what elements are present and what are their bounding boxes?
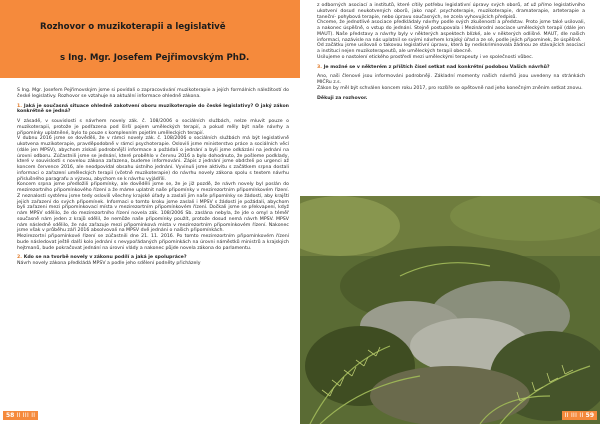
page-number-left-value: 58 — [6, 412, 15, 419]
answer-2-continuation-2: Chceme, že jednotlivé asociace předkládaly návrhy podle svých zkušeností a představ. Proto jsme také usilovali, a nakonec úspěšně, o vstup do jednání. Stejně postupovala i Mezinárodní asociace uměleckých terapií (dále jen MAUT). Naše představy a návrhy byly v některých aspektech blízké, ale v některých odlišné. MAUT, dle našich informací, nazávisle na nás uplatnil se svými návrhem krajský úřad a ze sé, podle jejich připomínek, že úspěšně. — [317, 20, 585, 43]
answer-3-paragraph-1: Ano, naši členové jsou informováni podrobněji. Základní momenty našich návrhů jsou uvedeny na stránkách MIČRu z.s. — [317, 74, 585, 85]
page-number-left — [3, 411, 38, 420]
left-page-column — [17, 88, 289, 267]
answer-1-paragraph-1: V zásadě, v souvislosti s návrhem novely zák. č. 108/2006 o sociálních službách, nelze mluvit pouze o muzikoterapii, protože je podřazena pod širší pojem uměleckých terapií, a pokud měly být naše návrhy a připomínky uplatněné, bylo to pouze s komplexním pojetím uměleckých terapií. — [17, 119, 289, 136]
closing-line: Děkuji za rozhovor. — [317, 95, 368, 101]
answer-1-paragraph-3: Koncem srpna jsme předložili připomínky, ale dověděli jsme se, že je již pozdě, že návrh novely byl poslán do mezirezortního připomínkového řízení a že máme uplatnit naše připomínky v mezirezortním připomínkovém řízení. Z neznalosti systému jsme tedy oslovili všechny krajské úřady a zaslali jim naše připomínky se žádostí, aby krajští jejich zařazení do svých připomínek. Informaci o tomto kroku jsme zaslali i MPSV s žádostí je požádali, abychom byli zařazeni mezi připomínkovací místa v mezirezortním připomínkovém řízení. Dočkali jsme se překvapení, když nám MPSV sdělilo, že do mezirezortního řízení novela zák. 108/2006 Sb. zaslána nebyla, že jde o omyl a téměř současně nám jeden z krajů sdělil, že nemůže naše připomínky použít, protože dosud nemá návrh MPSV. MPSV nám následně sdělilo, že nás zařazuje mezi připomínková místa v mezirezortním připomínkovém řízení. Nakonec jsme však v průběhu září 2016 absolvovali na MPSV dvě jednání o našich připomínkách. — [17, 182, 289, 234]
page-number-right-value: 59 — [585, 412, 594, 419]
article-title-line2: s Ing. Mgr. Josefem Pejřimovským PhD. — [60, 53, 250, 63]
intro-paragraph: S Ing. Mgr. Josefem Pejřimovským jsme si povídali o zapracovávání muzikoterapie a jejích formálních náležitostí do české legislativy. Rozhovor se vztahuje na aktuální informace ohledně zákona. — [17, 88, 289, 99]
question-3-number: 3. — [317, 64, 323, 70]
fern-ground-photo — [300, 196, 600, 424]
answer-2-continuation-1: z odborných asociací a institutů, které cítily potřebu legislativní úpravy svých oborů, ať už přímo legislativního ukotvení dosud neukotvených oborů, jako např. psychoterapie, muzikoterapie, dramaterapie, arteterapie a taneční- pohybová terapie, nebo úpravu současných, ne zcela vyhovujících předpisů. — [317, 3, 585, 20]
question-1-text: Jaká je současná situace ohledně zakotvení oboru muzikoterapie do české legislativy? O jaký zákon konkrétně se jedná? — [17, 103, 289, 115]
article-title-line1: Rozhovor o muzikoterapii a legislativě — [40, 22, 226, 32]
question-2-text: Kdo se na tvorbě novely v zákonu podílí a jaká je spolupráce? — [23, 255, 187, 261]
answer-2-start: Návrh novely zákona předkládá MPSV a podle jeho sdělení podněty přicházely — [17, 261, 201, 266]
page-marks-left: II III II — [16, 412, 36, 419]
question-2-number: 2. — [17, 255, 23, 261]
answer-2-continuation-3: Od začátku jsme usilovali o takovou legislativní úpravu, která by nediskriminovala žádnou ze stávajících asociací a institucí nejen muzikoterapeutů, ale uměleckých terapií obecně. — [317, 43, 585, 54]
photo-illustration — [300, 196, 600, 424]
question-1-number: 1. — [17, 103, 23, 109]
header-band — [0, 0, 300, 78]
page-marks-right: II III II — [564, 412, 584, 419]
answer-3-paragraph-2: Zákon by měl být schválen koncem roku 2017, pro rozšíře se opětovně nad jeho konečným zněním setkat znovu. — [317, 85, 583, 91]
answer-1-paragraph-2: V dubnu 2016 jsme se dověděli, že v rámci novely zák. č. 108/2006 o sociálních službách má být legislativně ukotvena muzikoterapie, pravděpodobně v rámci psychoterapie. Oslovili jsme ministerstvo práce a sociálních věcí (dále jen MPSV), abychom získali podrobnější informace a požádali o jednání a byli jsme odkázáni na jednání na úrovni odboru. Zúčastnili jsme se jednání, které proběhlo v červnu 2016 a bylo dohodnuto, že pošleme podklady, které v souvislosti s novelou zákona zařazena, budeme informováni. Zápis z jednání jsme obdrželi po urgenci až koncem července 2016, ale neodpovídal obsahu ústního jednání. Vyvinuli jsme aktivitu s začátkem srpna dostali informaci o zařazení uměleckých terapií (včetně muzikoterapie) do návrhu novely zákona spolu s textem návrhu příslušného paragrafu a výzvou, abychom se k návrhu vyjádřili. — [17, 136, 289, 182]
answer-1-paragraph-4: Mezirezortní připomínkové řízení se zúčastnili dne 21. 11. 2016. Po tomto mezirezortním připomínkovém řízení bude následovat ještě další kolo jednání s nevypořádaných připomínkách na úrovni náměstků ministrů a krajských hejtmanů, bude pokračovat jednání na úrovni vlády a nakonec půjde novela zákona do parlamentu. — [17, 234, 289, 251]
answer-2-continuation-4: Usilujeme o nastolení etického prostředí mezi uměleckými terapeuty i ve společnosti vůbec. — [317, 54, 534, 60]
question-1 — [17, 104, 289, 116]
right-page-column — [317, 3, 585, 101]
question-3 — [317, 65, 585, 71]
page-number-right — [562, 411, 597, 420]
question-3-text: Je možné se v některém z příštích čísel setkat nad konkrétní podobou Vašich návrhů? — [323, 64, 550, 70]
